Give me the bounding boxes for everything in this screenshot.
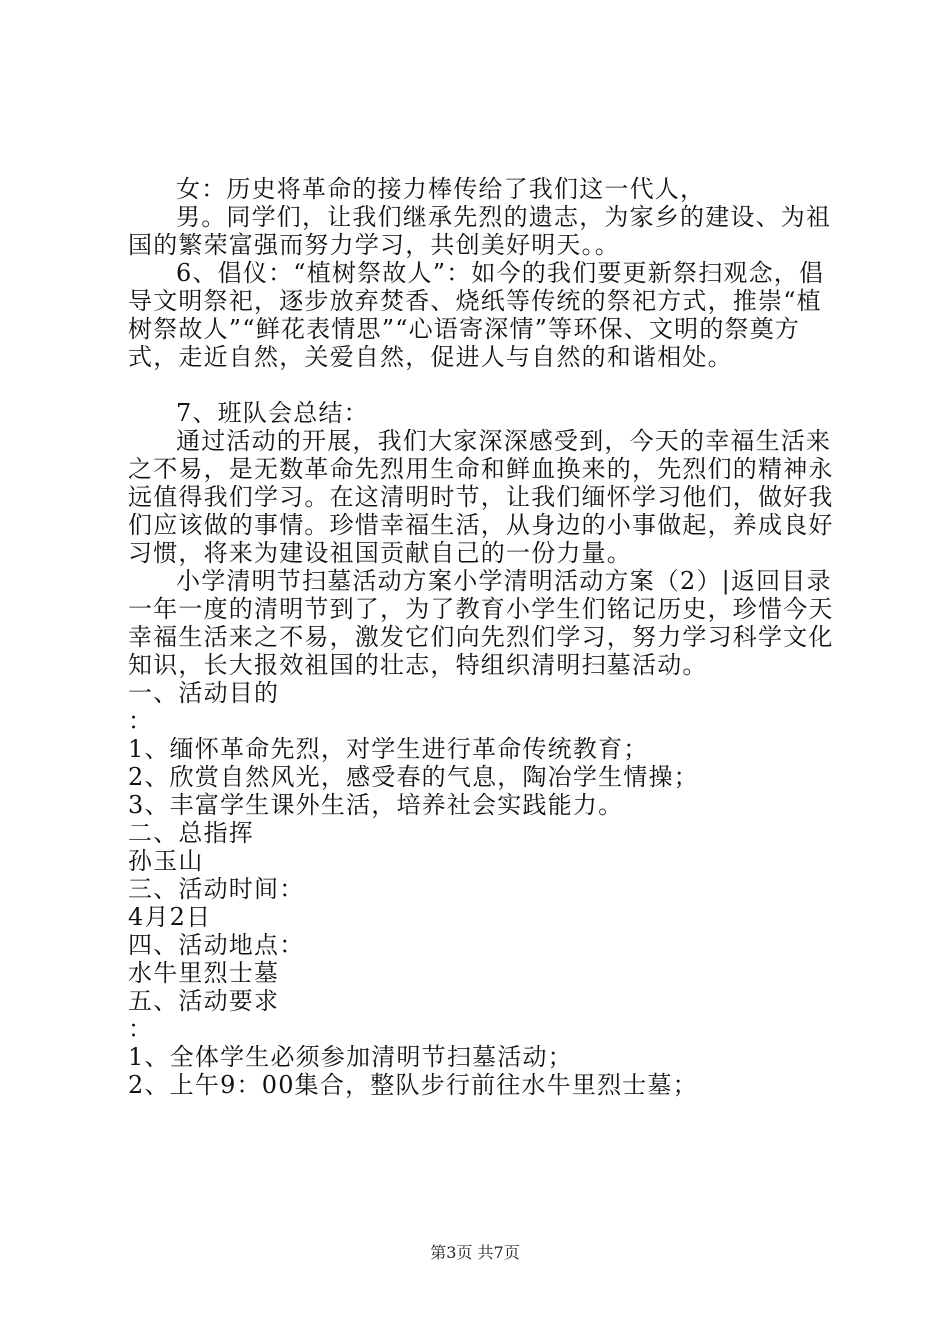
heading-commander: 二、总指挥 <box>128 819 254 847</box>
activity-date: 4月2日 <box>128 903 212 931</box>
document-body <box>128 175 840 1099</box>
page-number-footer: 第3页 共7页 <box>430 1243 520 1262</box>
list-item: ： <box>128 707 154 735</box>
heading-activity-requirements: 五、活动要求 <box>128 987 280 1015</box>
list-item: 2、欣赏自然风光，感受春的气息，陶冶学生情操； <box>128 763 699 791</box>
commander-name: 孙玉山 <box>128 847 204 875</box>
list-item: 3、丰富学生课外生活，培养社会实践能力。 <box>128 791 624 819</box>
list-item: 1、全体学生必须参加清明节扫墓活动； <box>128 1043 573 1071</box>
list-item: 2、上午9：00集合，整队步行前往水牛里烈士墓； <box>128 1071 698 1099</box>
list-item: 1、缅怀革命先烈，对学生进行革命传统教育； <box>128 735 649 763</box>
heading-activity-location: 四、活动地点： <box>128 931 305 959</box>
heading-activity-time: 三、活动时间： <box>128 875 305 903</box>
paragraph-summary-heading: 7、班队会总结： <box>176 399 369 427</box>
paragraph-initiative: 6、倡仪：“植树祭故人”：如今的我们要更新祭扫观念，倡导文明祭祀，逐步放弃焚香、烧纸等传统的祭祀方式，推崇“植树祭故人”“鲜花表情思”“心语寄深情”等环保、文明的祭奠方式，走近自然，关爱自然，促进人与自然的和谐相处。 <box>128 259 825 371</box>
list-item: ： <box>128 1015 154 1043</box>
paragraph-summary-body: 通过活动的开展，我们大家深深感受到，今天的幸福生活来之不易，是无数革命先烈用生命和鲜血换来的，先烈们的精神永远值得我们学习。在这清明时节，让我们缅怀学习他们，做好我们应该做的事情。珍惜幸福生活，从身边的小事做起，养成良好习惯，将来为建设祖国贡献自己的一份力量。 <box>128 427 834 567</box>
heading-activity-purpose: 一、活动目的 <box>128 679 280 707</box>
paragraph-female-line: 女：历史将革命的接力棒传给了我们这一代人， <box>176 175 706 203</box>
activity-location: 水牛里烈士墓 <box>128 959 280 987</box>
paragraph-plan-intro: 小学清明节扫墓活动方案小学清明活动方案（2）|返回目录一年一度的清明节到了，为了教育小学生们铭记历史，珍惜今天幸福生活来之不易，激发它们向先烈们学习，努力学习科学文化知识，长大报效祖国的壮志，特组织清明扫墓活动。 <box>128 567 834 679</box>
paragraph-male-line: 男。同学们，让我们继承先烈的遗志，为家乡的建设、为祖国的繁荣富强而努力学习，共创美好明天。。 <box>128 203 832 259</box>
